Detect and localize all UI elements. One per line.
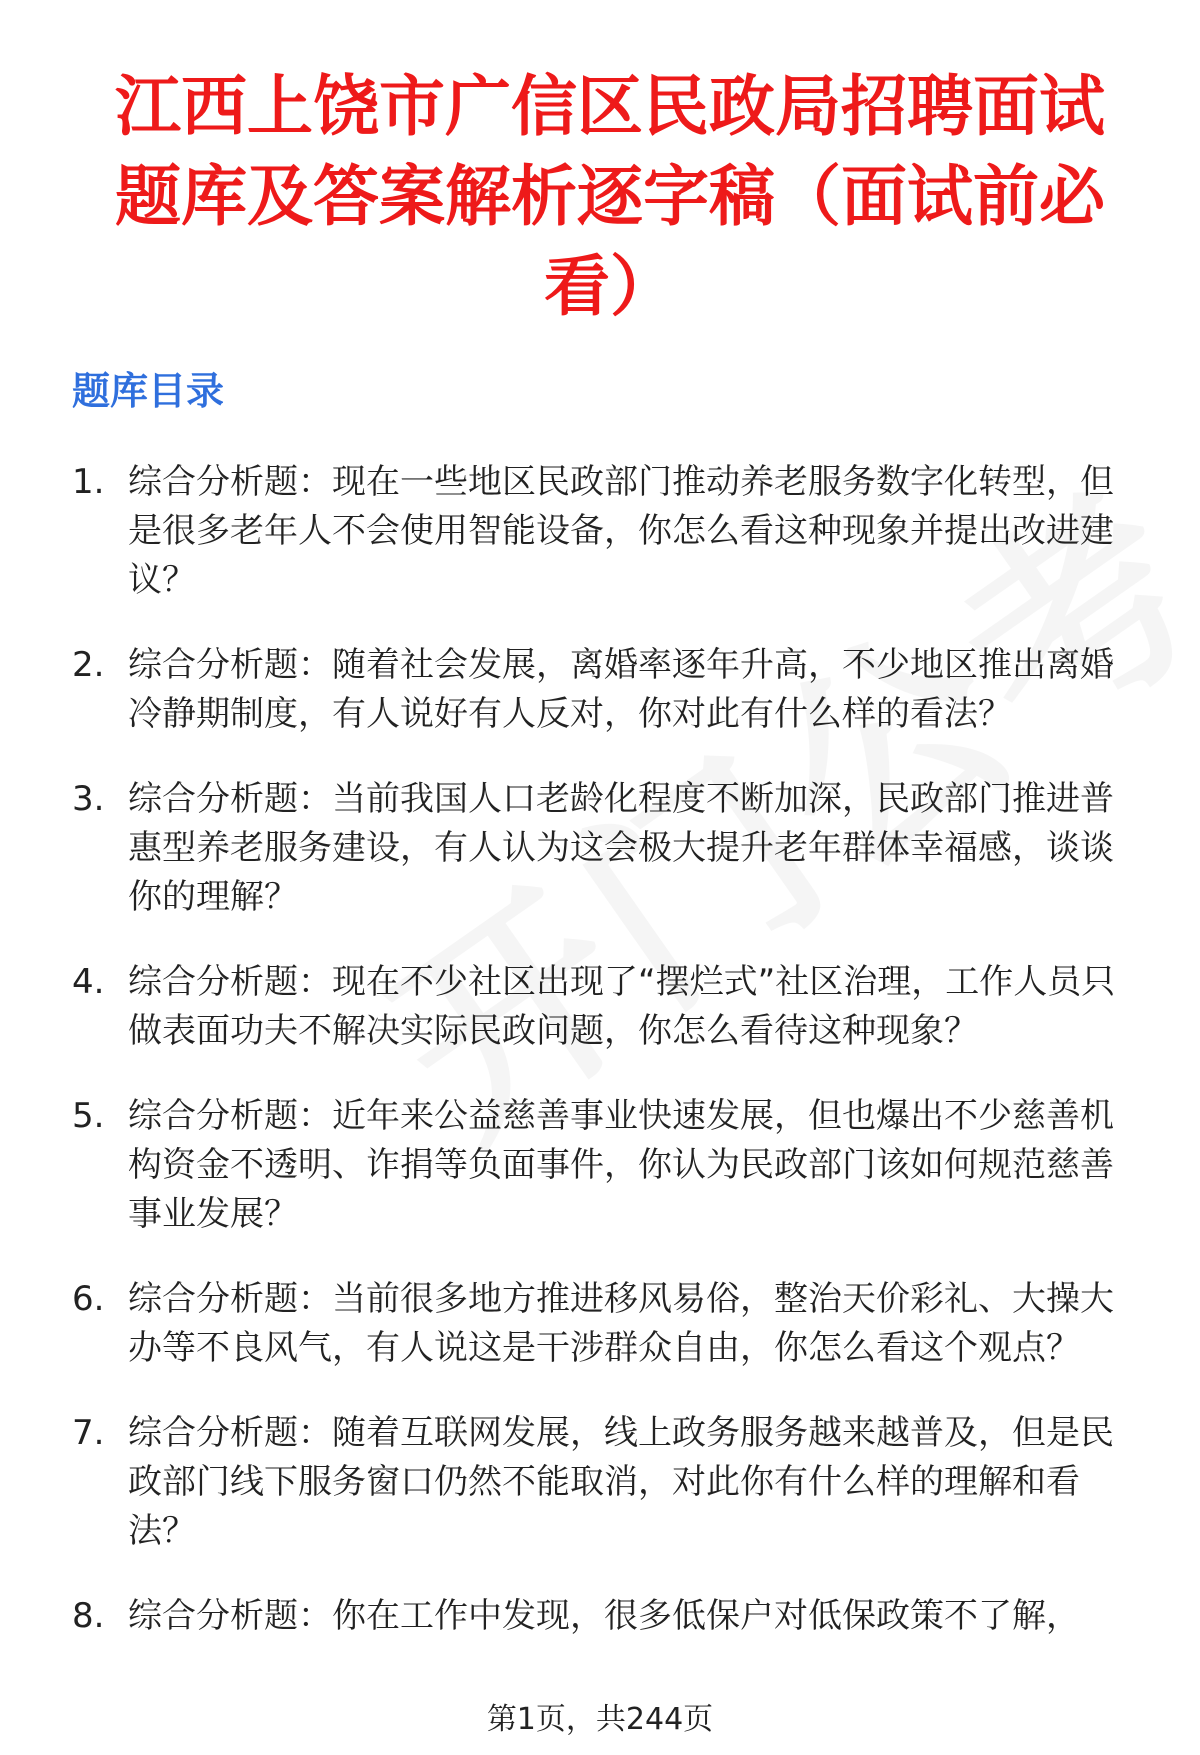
toc-item-number: 7. (72, 1413, 105, 1453)
toc-item-text: 综合分析题：近年来公益慈善事业快速发展，但也爆出不少慈善机构资金不透明、诈捐等负面事件，你认为民政部门该如何规范慈善事业发展？ (128, 1096, 1114, 1234)
toc-item-number: 6. (72, 1279, 105, 1319)
toc-item-number: 4. (72, 962, 105, 1002)
toc-item (72, 958, 1142, 1056)
toc-item-number: 8. (72, 1596, 105, 1636)
toc-item-number: 3. (72, 779, 105, 819)
toc-item-text: 综合分析题：现在不少社区出现了“摆烂式”社区治理，工作人员只做表面功夫不解决实际民政问题，你怎么看待这种现象？ (128, 962, 1116, 1051)
toc-item (72, 458, 1142, 605)
toc-item-text: 综合分析题：随着互联网发展，线上政务服务越来越普及，但是民政部门线下服务窗口仍然不能取消，对此你有什么样的理解和看法？ (128, 1413, 1114, 1551)
toc-item-number: 1. (72, 462, 105, 502)
toc-item-text: 综合分析题：你在工作中发现，很多低保户对低保政策不了解， (128, 1596, 1080, 1636)
toc-item-number: 5. (72, 1096, 105, 1136)
toc-heading: 题库目录 (72, 369, 225, 413)
toc-list (72, 458, 1142, 1677)
toc-item-text: 综合分析题：现在一些地区民政部门推动养老服务数字化转型，但是很多老年人不会使用智能设备，你怎么看这种现象并提出改进建议？ (128, 462, 1114, 600)
toc-item-text: 综合分析题：随着社会发展，离婚率逐年升高，不少地区推出离婚冷静期制度，有人说好有人反对，你对此有什么样的看法？ (128, 645, 1114, 734)
toc-item (72, 1275, 1142, 1373)
toc-item (72, 1409, 1142, 1556)
toc-item (72, 1592, 1142, 1641)
document-title: 江西上饶市广信区民政局招聘面试题库及答案解析逐字稿（面试前必看） (115, 68, 1105, 325)
toc-item (72, 775, 1142, 922)
toc-item (72, 1092, 1142, 1239)
page-footer: 第1页，共244页 (486, 1702, 714, 1737)
toc-item (72, 641, 1142, 739)
toc-item-number: 2. (72, 645, 105, 685)
toc-item-text: 综合分析题：当前我国人口老龄化程度不断加深，民政部门推进普惠型养老服务建设，有人认为这会极大提升老年群体幸福感，谈谈你的理解？ (128, 779, 1114, 917)
toc-item-text: 综合分析题：当前很多地方推进移风易俗，整治天价彩礼、大操大办等不良风气，有人说这是干涉群众自由，你怎么看这个观点？ (128, 1279, 1114, 1368)
